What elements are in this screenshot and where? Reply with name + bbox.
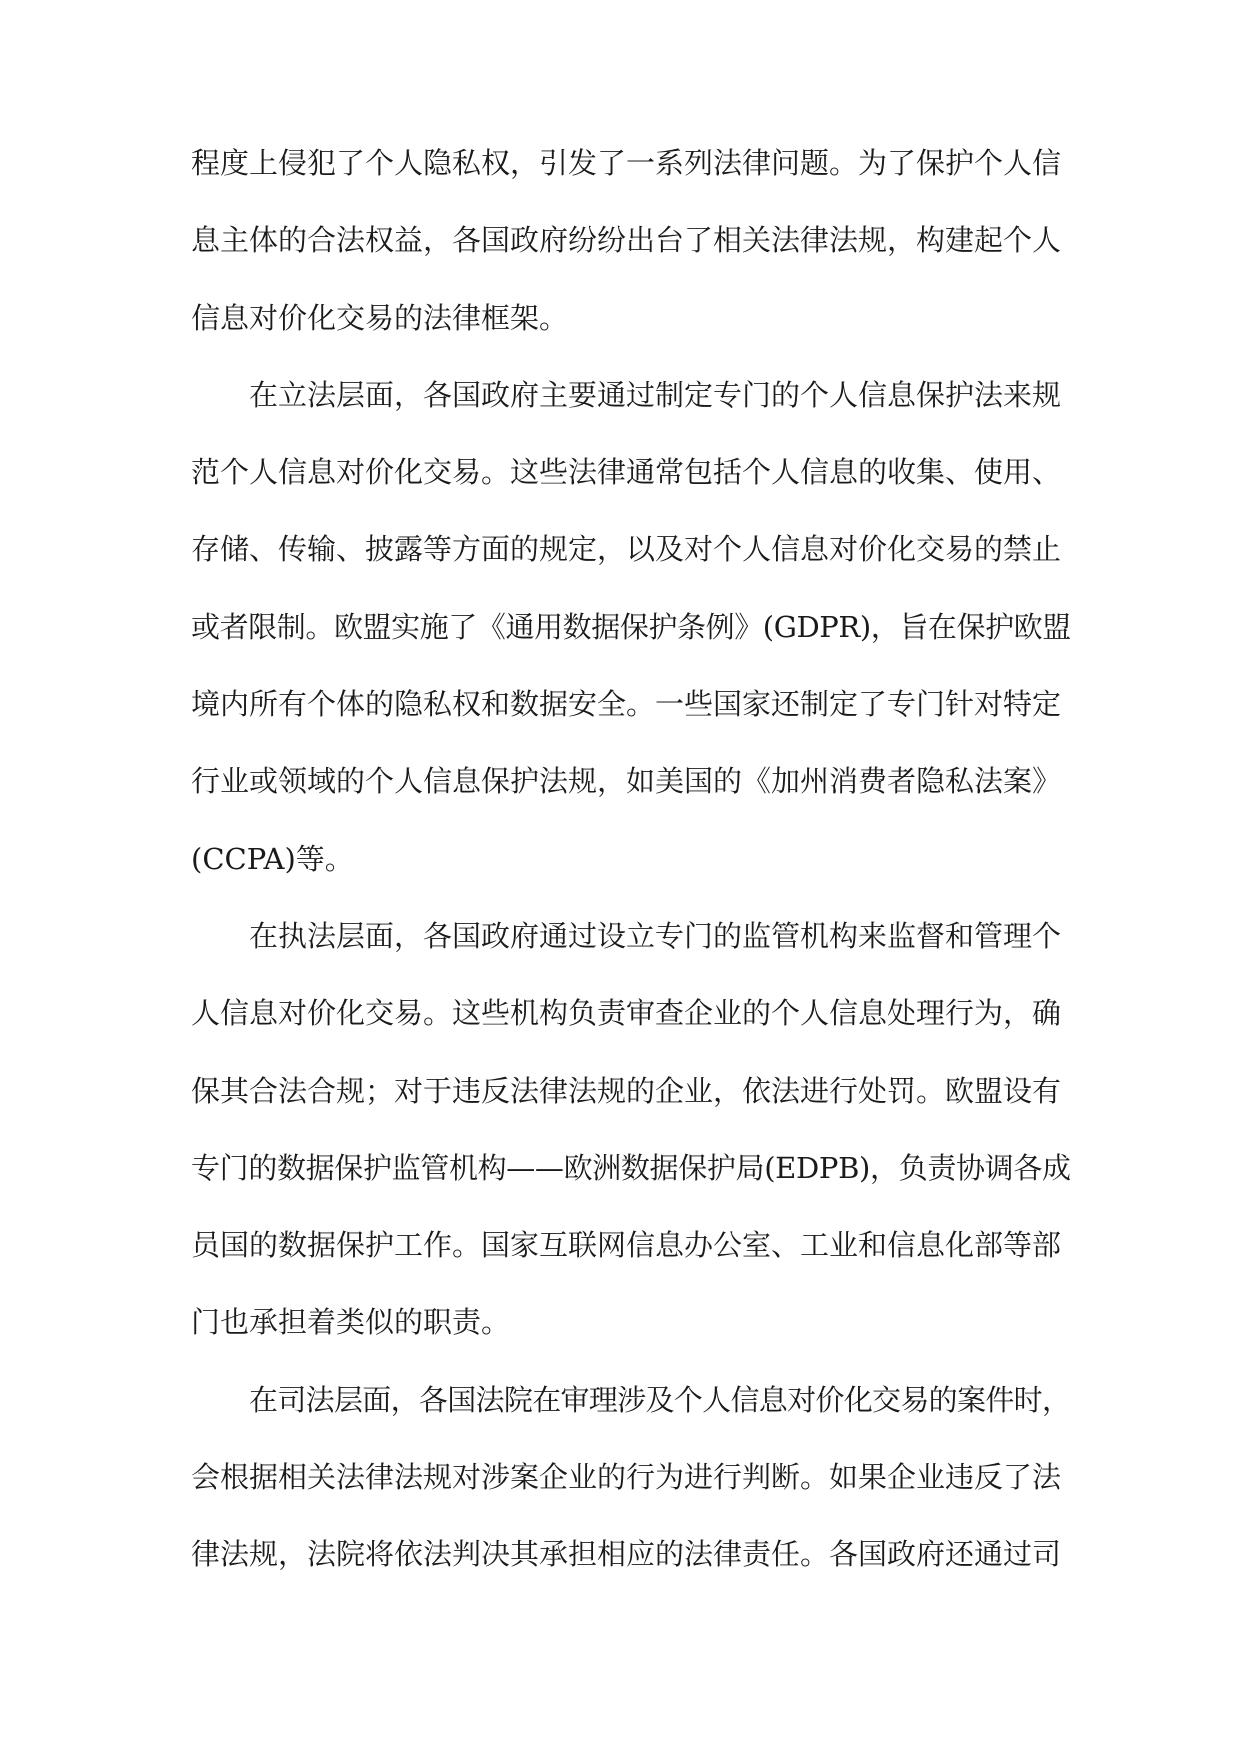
text-line: 信息对价化交易的法律框架。 — [191, 300, 569, 335]
text-line: 存储、传输、披露等方面的规定，以及对个人信息对价化交易的禁止 — [191, 532, 1062, 567]
body-text — [191, 143, 1071, 1612]
text-line: 息主体的合法权益，各国政府纷纷出台了相关法律法规，构建起个人 — [191, 223, 1062, 258]
text-line: 保其合法合规；对于违反法律法规的企业，依法进行处罚。欧盟设有 — [191, 1073, 1062, 1108]
text-line: 行业或领域的个人信息保护法规，如美国的《加州消费者隐私法案》 — [191, 764, 1062, 799]
text-line: 专门的数据保护监管机构——欧洲数据保护局(EDPB)，负责协调各成 — [191, 1150, 1071, 1185]
text-line: 人信息对价化交易。这些机构负责审查企业的个人信息处理行为，确 — [191, 996, 1062, 1031]
text-line: 范个人信息对价化交易。这些法律通常包括个人信息的收集、使用、 — [191, 455, 1062, 490]
text-line: (CCPA)等。 — [191, 841, 354, 876]
text-line: 程度上侵犯了个人隐私权，引发了一系列法律问题。为了保护个人信 — [191, 146, 1062, 180]
text-line: 律法规，法院将依法判决其承担相应的法律责任。各国政府还通过司 — [191, 1537, 1062, 1572]
text-line: 会根据相关法律法规对涉案企业的行为进行判断。如果企业违反了法 — [191, 1460, 1062, 1495]
paragraph-first-line: 在立法层面，各国政府主要通过制定专门的个人信息保护法来规 — [249, 377, 1062, 412]
paragraph-first-line: 在执法层面，各国政府通过设立专门的监管机构来监督和管理个 — [249, 918, 1062, 953]
text-line: 门也承担着类似的职责。 — [191, 1305, 511, 1340]
text-line: 或者限制。欧盟实施了《通用数据保护条例》(GDPR)，旨在保护欧盟 — [191, 609, 1071, 644]
text-line: 员国的数据保护工作。国家互联网信息办公室、工业和信息化部等部 — [191, 1228, 1062, 1263]
paragraph-first-line: 在司法层面，各国法院在审理涉及个人信息对价化交易的案件时， — [249, 1382, 1071, 1417]
text-line: 境内所有个体的隐私权和数据安全。一些国家还制定了专门针对特定 — [191, 687, 1062, 722]
